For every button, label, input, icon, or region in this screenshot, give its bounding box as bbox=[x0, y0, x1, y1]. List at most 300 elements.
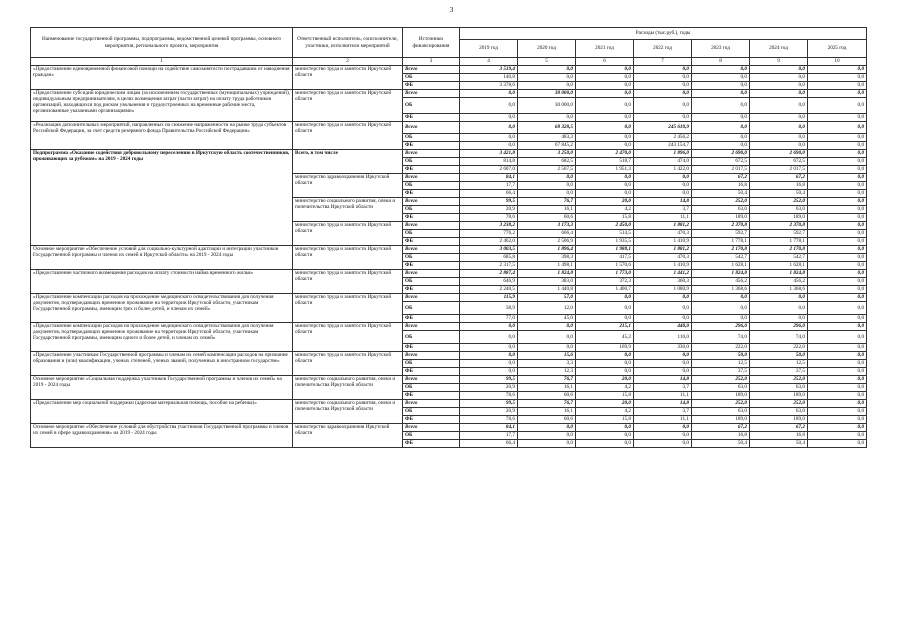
program-name: Основное мероприятие «Обеспечение условий для обустройства участников Государственной программы и членов их семей в сфере здравоохранения» на 2019 - 2024 годы bbox=[31, 424, 293, 448]
expense-value: 60,6 bbox=[518, 214, 576, 222]
expense-value: 0,0 bbox=[808, 174, 867, 182]
expense-value: 0,0 bbox=[634, 90, 692, 98]
expense-value: 2 690,0 bbox=[692, 150, 750, 158]
expense-value: 0,0 bbox=[518, 440, 576, 448]
expense-value: 0,0 bbox=[518, 344, 576, 352]
funding-source: Всего bbox=[403, 90, 460, 98]
expense-value: 1 988,1 bbox=[576, 246, 634, 254]
header-year: 2020 год bbox=[518, 40, 576, 58]
expense-value: 50,4 bbox=[750, 190, 808, 198]
expense-value: 0,0 bbox=[808, 134, 867, 142]
expense-value: 592,7 bbox=[750, 230, 808, 238]
expense-value: 2 456,2 bbox=[634, 134, 692, 142]
expense-value: 16,8 bbox=[750, 182, 808, 190]
expense-value: 63,0 bbox=[692, 206, 750, 214]
funding-source: Всего bbox=[403, 294, 460, 302]
expense-value: 0,0 bbox=[576, 302, 634, 315]
expense-value: 252,0 bbox=[692, 376, 750, 384]
program-name: «Предоставление единовременной финансовой помощи на содействие самозанятости пострадавшим от наводнения граждан» bbox=[31, 66, 293, 90]
expense-value: 0,0 bbox=[576, 122, 634, 134]
expense-value: 0,0 bbox=[576, 440, 634, 448]
expense-value: 0,0 bbox=[808, 90, 867, 98]
expense-value: 0,0 bbox=[808, 331, 867, 344]
expense-value: 63,0 bbox=[692, 408, 750, 416]
expense-value: 67,2 bbox=[750, 424, 808, 432]
expense-value: 78,6 bbox=[460, 214, 518, 222]
expense-value: 252,0 bbox=[692, 198, 750, 206]
expense-value: 67,2 bbox=[692, 174, 750, 182]
expense-value: 0,0 bbox=[808, 114, 867, 122]
header-year: 2023 год bbox=[692, 40, 750, 58]
responsible-executor: министерство труда и занятости Иркутской области bbox=[293, 122, 403, 150]
funding-source: Всего bbox=[403, 222, 460, 230]
responsible-executor: министерство труда и занятости Иркутской области bbox=[293, 66, 403, 90]
table-body bbox=[31, 66, 867, 448]
expense-value: 0,0 bbox=[692, 142, 750, 150]
expense-value: 1 824,8 bbox=[750, 270, 808, 278]
expense-value: 60,6 bbox=[518, 392, 576, 400]
expense-value: 0,0 bbox=[576, 424, 634, 432]
expense-value: 2 607,0 bbox=[460, 166, 518, 174]
expense-value: 0,0 bbox=[576, 142, 634, 150]
expense-value: 0,0 bbox=[634, 424, 692, 432]
table-row bbox=[31, 294, 867, 302]
funding-source: ОБ bbox=[403, 182, 460, 190]
expense-value: 470,3 bbox=[634, 230, 692, 238]
table-row bbox=[31, 150, 867, 158]
expense-value: 1 441,2 bbox=[634, 270, 692, 278]
expense-value: 456,2 bbox=[750, 278, 808, 286]
expense-value: 814,8 bbox=[460, 158, 518, 166]
expense-value: 11,1 bbox=[634, 392, 692, 400]
funding-source: ФБ bbox=[403, 262, 460, 270]
expense-value: 15,6 bbox=[518, 352, 576, 360]
expense-value: 0,0 bbox=[808, 270, 867, 278]
expense-value: 16,1 bbox=[518, 408, 576, 416]
expense-value: 682,5 bbox=[518, 158, 576, 166]
responsible-executor: министерство социального развития, опеки и попечительства Иркутской области bbox=[293, 376, 403, 400]
funding-source: ФБ bbox=[403, 344, 460, 352]
expense-value: 1 881,2 bbox=[634, 222, 692, 230]
expense-value: 16,1 bbox=[518, 384, 576, 392]
expense-value: 1 778,1 bbox=[750, 238, 808, 246]
funding-source: ФБ bbox=[403, 190, 460, 198]
table-row bbox=[31, 90, 867, 98]
expense-value: 0,0 bbox=[576, 190, 634, 198]
expense-value: 115,9 bbox=[460, 294, 518, 302]
funding-source: ФБ bbox=[403, 392, 460, 400]
expense-value: 0,0 bbox=[460, 114, 518, 122]
expense-value: 2 017,5 bbox=[750, 166, 808, 174]
expense-value: 0,0 bbox=[808, 254, 867, 262]
program-name: Основное мероприятие «Обеспечение условий для социально-культурной адаптации и интеграции участников Государственной программы и членов их семей в Иркутской области» на 2019 - 2024 годы bbox=[31, 246, 293, 270]
expense-value: 518,7 bbox=[576, 158, 634, 166]
page-number: 3 bbox=[449, 6, 454, 14]
header-year: 2024 год bbox=[750, 40, 808, 58]
expense-value: 1 570,6 bbox=[576, 262, 634, 270]
table-row bbox=[31, 424, 867, 432]
expense-value: 0,0 bbox=[692, 302, 750, 315]
expense-value: 252,0 bbox=[750, 376, 808, 384]
funding-source: Всего bbox=[403, 400, 460, 408]
expense-value: 417,5 bbox=[576, 254, 634, 262]
expense-value: 0,0 bbox=[576, 294, 634, 302]
header-year: 2019 год bbox=[460, 40, 518, 58]
responsible-executor: министерство труда и занятости Иркутской области bbox=[293, 323, 403, 352]
funding-source: ФБ bbox=[403, 238, 460, 246]
expense-value: 15,8 bbox=[576, 416, 634, 424]
funding-source: ОБ bbox=[403, 74, 460, 82]
funding-source: ОБ bbox=[403, 331, 460, 344]
expense-value: 63,0 bbox=[750, 384, 808, 392]
expense-value: 68 328,5 bbox=[518, 122, 576, 134]
expense-value: 383,0 bbox=[518, 278, 576, 286]
expense-value: 0,0 bbox=[750, 82, 808, 90]
program-name: «Предоставление компенсации расходов на прохождение медицинского освидетельствования для получения документов, подтверждающих временное проживание на территории Иркутской области, участникам Государственной программы, имеющим трех и более детей, и членам их семей» bbox=[31, 294, 293, 323]
header-expenses: Расходы (тыс.руб.), годы bbox=[460, 28, 867, 40]
expense-value: 0,0 bbox=[692, 90, 750, 98]
expense-value: 16,8 bbox=[692, 432, 750, 440]
program-name: «Предоставление компенсации расходов на прохождение медицинского освидетельствования для получения документов, подтверждающих временное проживание на территории Иркутской области, участникам Государственной программы, имеющим одного и более детей, и членам их семей» bbox=[31, 323, 293, 352]
funding-source: ФБ bbox=[403, 286, 460, 294]
expense-value: 0,0 bbox=[576, 360, 634, 368]
expense-value: 0,0 bbox=[808, 214, 867, 222]
funding-source: ОБ bbox=[403, 254, 460, 262]
expense-value: 50,4 bbox=[692, 190, 750, 198]
expense-value: 1 778,1 bbox=[692, 238, 750, 246]
expense-value: 3 519,4 bbox=[460, 66, 518, 74]
expense-value: 0,0 bbox=[808, 315, 867, 323]
expense-value: 0,0 bbox=[634, 315, 692, 323]
expense-value: 3 238,2 bbox=[460, 222, 518, 230]
expense-value: 252,0 bbox=[750, 400, 808, 408]
funding-source: ОБ bbox=[403, 134, 460, 142]
expense-value: 20,0 bbox=[576, 400, 634, 408]
expense-value: 0,0 bbox=[634, 368, 692, 376]
expense-value: 57,0 bbox=[518, 294, 576, 302]
col-number: 4 bbox=[460, 58, 518, 66]
expense-value: 1 368,6 bbox=[692, 286, 750, 294]
expense-value: 16,8 bbox=[692, 182, 750, 190]
expense-value: 0,0 bbox=[808, 432, 867, 440]
expense-value: 0,0 bbox=[808, 158, 867, 166]
expense-value: 0,0 bbox=[576, 432, 634, 440]
funding-source: Всего bbox=[403, 198, 460, 206]
expense-value: 20,9 bbox=[460, 408, 518, 416]
expense-value: 0,0 bbox=[750, 66, 808, 74]
expense-value: 17,7 bbox=[460, 432, 518, 440]
responsible-executor: министерство труда и занятости Иркутской области bbox=[293, 90, 403, 122]
expense-value: 20,9 bbox=[460, 384, 518, 392]
expense-value: 3,7 bbox=[634, 384, 692, 392]
expense-value: 50,0 bbox=[692, 352, 750, 360]
funding-source: ОБ bbox=[403, 408, 460, 416]
col-number: 6 bbox=[576, 58, 634, 66]
expense-value: 0,0 bbox=[576, 90, 634, 98]
expense-value: 0,0 bbox=[518, 432, 576, 440]
expense-value: 0,0 bbox=[460, 98, 518, 114]
expense-value: 0,0 bbox=[460, 323, 518, 331]
expense-value: 74,0 bbox=[692, 331, 750, 344]
header-year: 2021 год bbox=[576, 40, 634, 58]
expense-value: 0,0 bbox=[460, 344, 518, 352]
funding-source: ОБ bbox=[403, 360, 460, 368]
expense-value: 99,5 bbox=[460, 376, 518, 384]
expense-value: 0,0 bbox=[750, 294, 808, 302]
expense-value: 0,0 bbox=[634, 174, 692, 182]
funding-source: Всего bbox=[403, 424, 460, 432]
expense-value: 2 506,9 bbox=[518, 238, 576, 246]
expense-value: 12,5 bbox=[750, 360, 808, 368]
expense-value: 66,4 bbox=[460, 440, 518, 448]
expense-value: 20,0 bbox=[576, 376, 634, 384]
funding-source: ОБ bbox=[403, 384, 460, 392]
funding-source: ФБ bbox=[403, 368, 460, 376]
expense-value: 0,0 bbox=[576, 66, 634, 74]
expense-value: 0,0 bbox=[750, 134, 808, 142]
expense-value: 0,0 bbox=[808, 424, 867, 432]
expense-value: 38,9 bbox=[460, 302, 518, 315]
expense-value: 84,1 bbox=[460, 174, 518, 182]
header-year: 2022 год bbox=[634, 40, 692, 58]
expense-value: 15,8 bbox=[576, 392, 634, 400]
expense-value: 0,0 bbox=[576, 74, 634, 82]
expense-value: 12,0 bbox=[518, 302, 576, 315]
expense-value: 222,0 bbox=[692, 344, 750, 352]
responsible-executor: министерство социального развития, опеки и попечительства Иркутской области bbox=[293, 400, 403, 424]
funding-source: Всего bbox=[403, 352, 460, 360]
expense-value: 14,8 bbox=[634, 198, 692, 206]
expense-value: 1 410,9 bbox=[634, 238, 692, 246]
funding-source: ФБ bbox=[403, 315, 460, 323]
expense-value: 60,6 bbox=[518, 416, 576, 424]
expense-value: 14,8 bbox=[634, 400, 692, 408]
expense-value: 666,4 bbox=[518, 230, 576, 238]
expense-value: 63,0 bbox=[750, 206, 808, 214]
expense-value: 76,7 bbox=[518, 198, 576, 206]
expense-value: 50,0 bbox=[750, 352, 808, 360]
expense-value: 20,9 bbox=[460, 206, 518, 214]
expense-value: 0,0 bbox=[808, 368, 867, 376]
expense-value: 0,0 bbox=[518, 190, 576, 198]
expense-value: 1 628,1 bbox=[692, 262, 750, 270]
expense-value: 0,0 bbox=[808, 323, 867, 331]
expense-value: 0,0 bbox=[808, 376, 867, 384]
expense-value: 0,0 bbox=[634, 440, 692, 448]
expense-value: 0,0 bbox=[692, 134, 750, 142]
expense-value: 78,6 bbox=[460, 416, 518, 424]
expense-value: 0,0 bbox=[576, 174, 634, 182]
expense-value: 0,0 bbox=[576, 182, 634, 190]
expense-value: 169,9 bbox=[576, 344, 634, 352]
expense-value: 0,0 bbox=[808, 222, 867, 230]
funding-source: ФБ bbox=[403, 214, 460, 222]
expense-value: 0,0 bbox=[634, 360, 692, 368]
expense-value: 2 470,0 bbox=[576, 150, 634, 158]
expense-value: 0,0 bbox=[692, 315, 750, 323]
responsible-executor: министерство социального развития, опеки и попечительства Иркутской области bbox=[293, 198, 403, 222]
expense-value: 372,3 bbox=[576, 278, 634, 286]
expense-value: 0,0 bbox=[750, 122, 808, 134]
expense-value: 0,0 bbox=[808, 384, 867, 392]
expense-value: 37,5 bbox=[692, 368, 750, 376]
program-name: «Предоставление частичного возмещения расходов на оплату стоимости найма временного жилья» bbox=[31, 270, 293, 294]
table-row bbox=[31, 400, 867, 408]
expense-value: 0,0 bbox=[518, 331, 576, 344]
expense-value: 16,8 bbox=[750, 432, 808, 440]
expense-value: 0,0 bbox=[460, 90, 518, 98]
expense-value: 63,0 bbox=[692, 384, 750, 392]
expense-value: 20,0 bbox=[576, 198, 634, 206]
funding-source: Всего bbox=[403, 150, 460, 158]
expense-value: 4,2 bbox=[576, 206, 634, 214]
expense-value: 50,4 bbox=[750, 440, 808, 448]
expense-value: 0,0 bbox=[808, 440, 867, 448]
expense-value: 3 378,6 bbox=[460, 82, 518, 90]
expense-value: 3,7 bbox=[634, 408, 692, 416]
expense-value: 2 462,0 bbox=[460, 238, 518, 246]
expense-value: 189,0 bbox=[692, 416, 750, 424]
expense-value: 2 690,0 bbox=[750, 150, 808, 158]
col-number: 9 bbox=[750, 58, 808, 66]
expense-value: 456,2 bbox=[692, 278, 750, 286]
expense-value: 63,0 bbox=[750, 408, 808, 416]
program-name: «Предоставление мер социальной поддержки (адресная материальная помощь, пособие на ребенка)» bbox=[31, 400, 293, 424]
expense-value: 2 240,5 bbox=[460, 286, 518, 294]
expense-value: 0,0 bbox=[518, 323, 576, 331]
expense-value: 0,0 bbox=[808, 198, 867, 206]
expense-value: 0,0 bbox=[808, 352, 867, 360]
expense-value: 0,0 bbox=[460, 368, 518, 376]
expense-value: 0,0 bbox=[808, 66, 867, 74]
expense-value: 0,0 bbox=[808, 400, 867, 408]
expense-value: 252,0 bbox=[692, 400, 750, 408]
col-number: 5 bbox=[518, 58, 576, 66]
expense-value: 12,5 bbox=[692, 360, 750, 368]
expense-value: 0,0 bbox=[692, 82, 750, 90]
expense-value: 0,0 bbox=[692, 74, 750, 82]
expense-value: 2 887,4 bbox=[460, 270, 518, 278]
funding-source: Всего bbox=[403, 66, 460, 74]
expense-value: 330,0 bbox=[634, 344, 692, 352]
expense-value: 222,0 bbox=[750, 344, 808, 352]
expense-value: 1 080,9 bbox=[634, 286, 692, 294]
expense-value: 189,0 bbox=[750, 214, 808, 222]
expense-value: 0,0 bbox=[808, 238, 867, 246]
responsible-executor: министерство труда и занятости Иркутской области bbox=[293, 294, 403, 323]
expense-value: 3,7 bbox=[634, 206, 692, 214]
expense-value: 1 410,9 bbox=[634, 262, 692, 270]
expense-value: 672,5 bbox=[750, 158, 808, 166]
expense-value: 542,7 bbox=[750, 254, 808, 262]
expense-value: 514,5 bbox=[576, 230, 634, 238]
expense-value: 66,4 bbox=[460, 190, 518, 198]
responsible-executor: министерство здравоохранения Иркутской области bbox=[293, 174, 403, 198]
expense-value: 0,0 bbox=[750, 114, 808, 122]
expense-value: 17,7 bbox=[460, 182, 518, 190]
funding-source: Всего bbox=[403, 246, 460, 254]
expense-value: 189,0 bbox=[750, 416, 808, 424]
funding-source: ФБ bbox=[403, 114, 460, 122]
expense-value: 0,0 bbox=[750, 315, 808, 323]
expense-value: 99,5 bbox=[460, 198, 518, 206]
expense-value: 646,9 bbox=[460, 278, 518, 286]
table-row bbox=[31, 122, 867, 134]
expense-value: 2 317,5 bbox=[460, 262, 518, 270]
expense-value: 672,5 bbox=[692, 158, 750, 166]
funding-source: ФБ bbox=[403, 166, 460, 174]
expense-value: 0,0 bbox=[808, 416, 867, 424]
expense-value: 0,0 bbox=[518, 74, 576, 82]
expense-value: 0,0 bbox=[692, 294, 750, 302]
expense-value: 2 017,5 bbox=[692, 166, 750, 174]
expense-value: 0,0 bbox=[576, 352, 634, 360]
expense-value: 3,3 bbox=[518, 360, 576, 368]
expense-value: 542,7 bbox=[692, 254, 750, 262]
expense-value: 1 400,7 bbox=[576, 286, 634, 294]
expense-value: 3 250,0 bbox=[518, 150, 576, 158]
expense-value: 110,0 bbox=[634, 331, 692, 344]
funding-source: Всего bbox=[403, 270, 460, 278]
expense-value: 16,1 bbox=[518, 206, 576, 214]
col-number: 8 bbox=[692, 58, 750, 66]
expense-value: 140,8 bbox=[460, 74, 518, 82]
expense-value: 0,0 bbox=[808, 246, 867, 254]
expense-value: 0,0 bbox=[692, 122, 750, 134]
funding-source: ОБ bbox=[403, 432, 460, 440]
expense-value: 4,2 bbox=[576, 384, 634, 392]
expense-value: 1 935,5 bbox=[576, 238, 634, 246]
funding-source: ФБ bbox=[403, 142, 460, 150]
expense-value: 0,0 bbox=[634, 302, 692, 315]
expense-value: 0,0 bbox=[576, 114, 634, 122]
expense-value: 0,0 bbox=[460, 360, 518, 368]
responsible-executor: министерство труда и занятости Иркутской области bbox=[293, 222, 403, 246]
expense-value: 67,2 bbox=[692, 424, 750, 432]
funding-source: ОБ bbox=[403, 302, 460, 315]
header-source: Источники финансирования bbox=[403, 28, 460, 58]
responsible-executor: министерство труда и занятости Иркутской области bbox=[293, 246, 403, 270]
expense-value: 1 824,8 bbox=[518, 270, 576, 278]
expense-value: 0,0 bbox=[808, 392, 867, 400]
expense-value: 360,3 bbox=[634, 278, 692, 286]
expense-value: 1 773,0 bbox=[576, 270, 634, 278]
expense-value: 215,1 bbox=[576, 323, 634, 331]
col-number: 7 bbox=[634, 58, 692, 66]
expense-value: 0,0 bbox=[808, 286, 867, 294]
funding-source: ФБ bbox=[403, 416, 460, 424]
program-name: Подпрограмма «Оказание содействия добровольному переселению в Иркутскую область соотечественников, проживающих за рубежом» на 2019 - 2024 годы bbox=[31, 150, 293, 246]
expense-value: 84,1 bbox=[460, 424, 518, 432]
expense-value: 30 000,0 bbox=[518, 90, 576, 98]
expense-value: 0,0 bbox=[808, 182, 867, 190]
table-row bbox=[31, 246, 867, 254]
expense-value: 0,0 bbox=[518, 182, 576, 190]
responsible-executor: министерство труда и занятости Иркутской области bbox=[293, 270, 403, 294]
expense-value: 1 440,8 bbox=[518, 286, 576, 294]
expense-value: 3 003,5 bbox=[460, 246, 518, 254]
expense-value: 0,0 bbox=[634, 114, 692, 122]
expense-value: 67 845,2 bbox=[518, 142, 576, 150]
program-name: «Предоставление участникам Государственной программы и членам их семей компенсации расходов на признание образования и (или) квалификации, ученых степеней, ученых званий, полученных в иностранном государстве» bbox=[31, 352, 293, 376]
expense-value: 0,0 bbox=[576, 368, 634, 376]
expense-value: 2 170,8 bbox=[692, 246, 750, 254]
table-row bbox=[31, 376, 867, 384]
expense-value: 0,0 bbox=[808, 74, 867, 82]
expense-value: 0,0 bbox=[518, 114, 576, 122]
expense-value: 252,0 bbox=[750, 198, 808, 206]
expense-value: 0,0 bbox=[808, 206, 867, 214]
